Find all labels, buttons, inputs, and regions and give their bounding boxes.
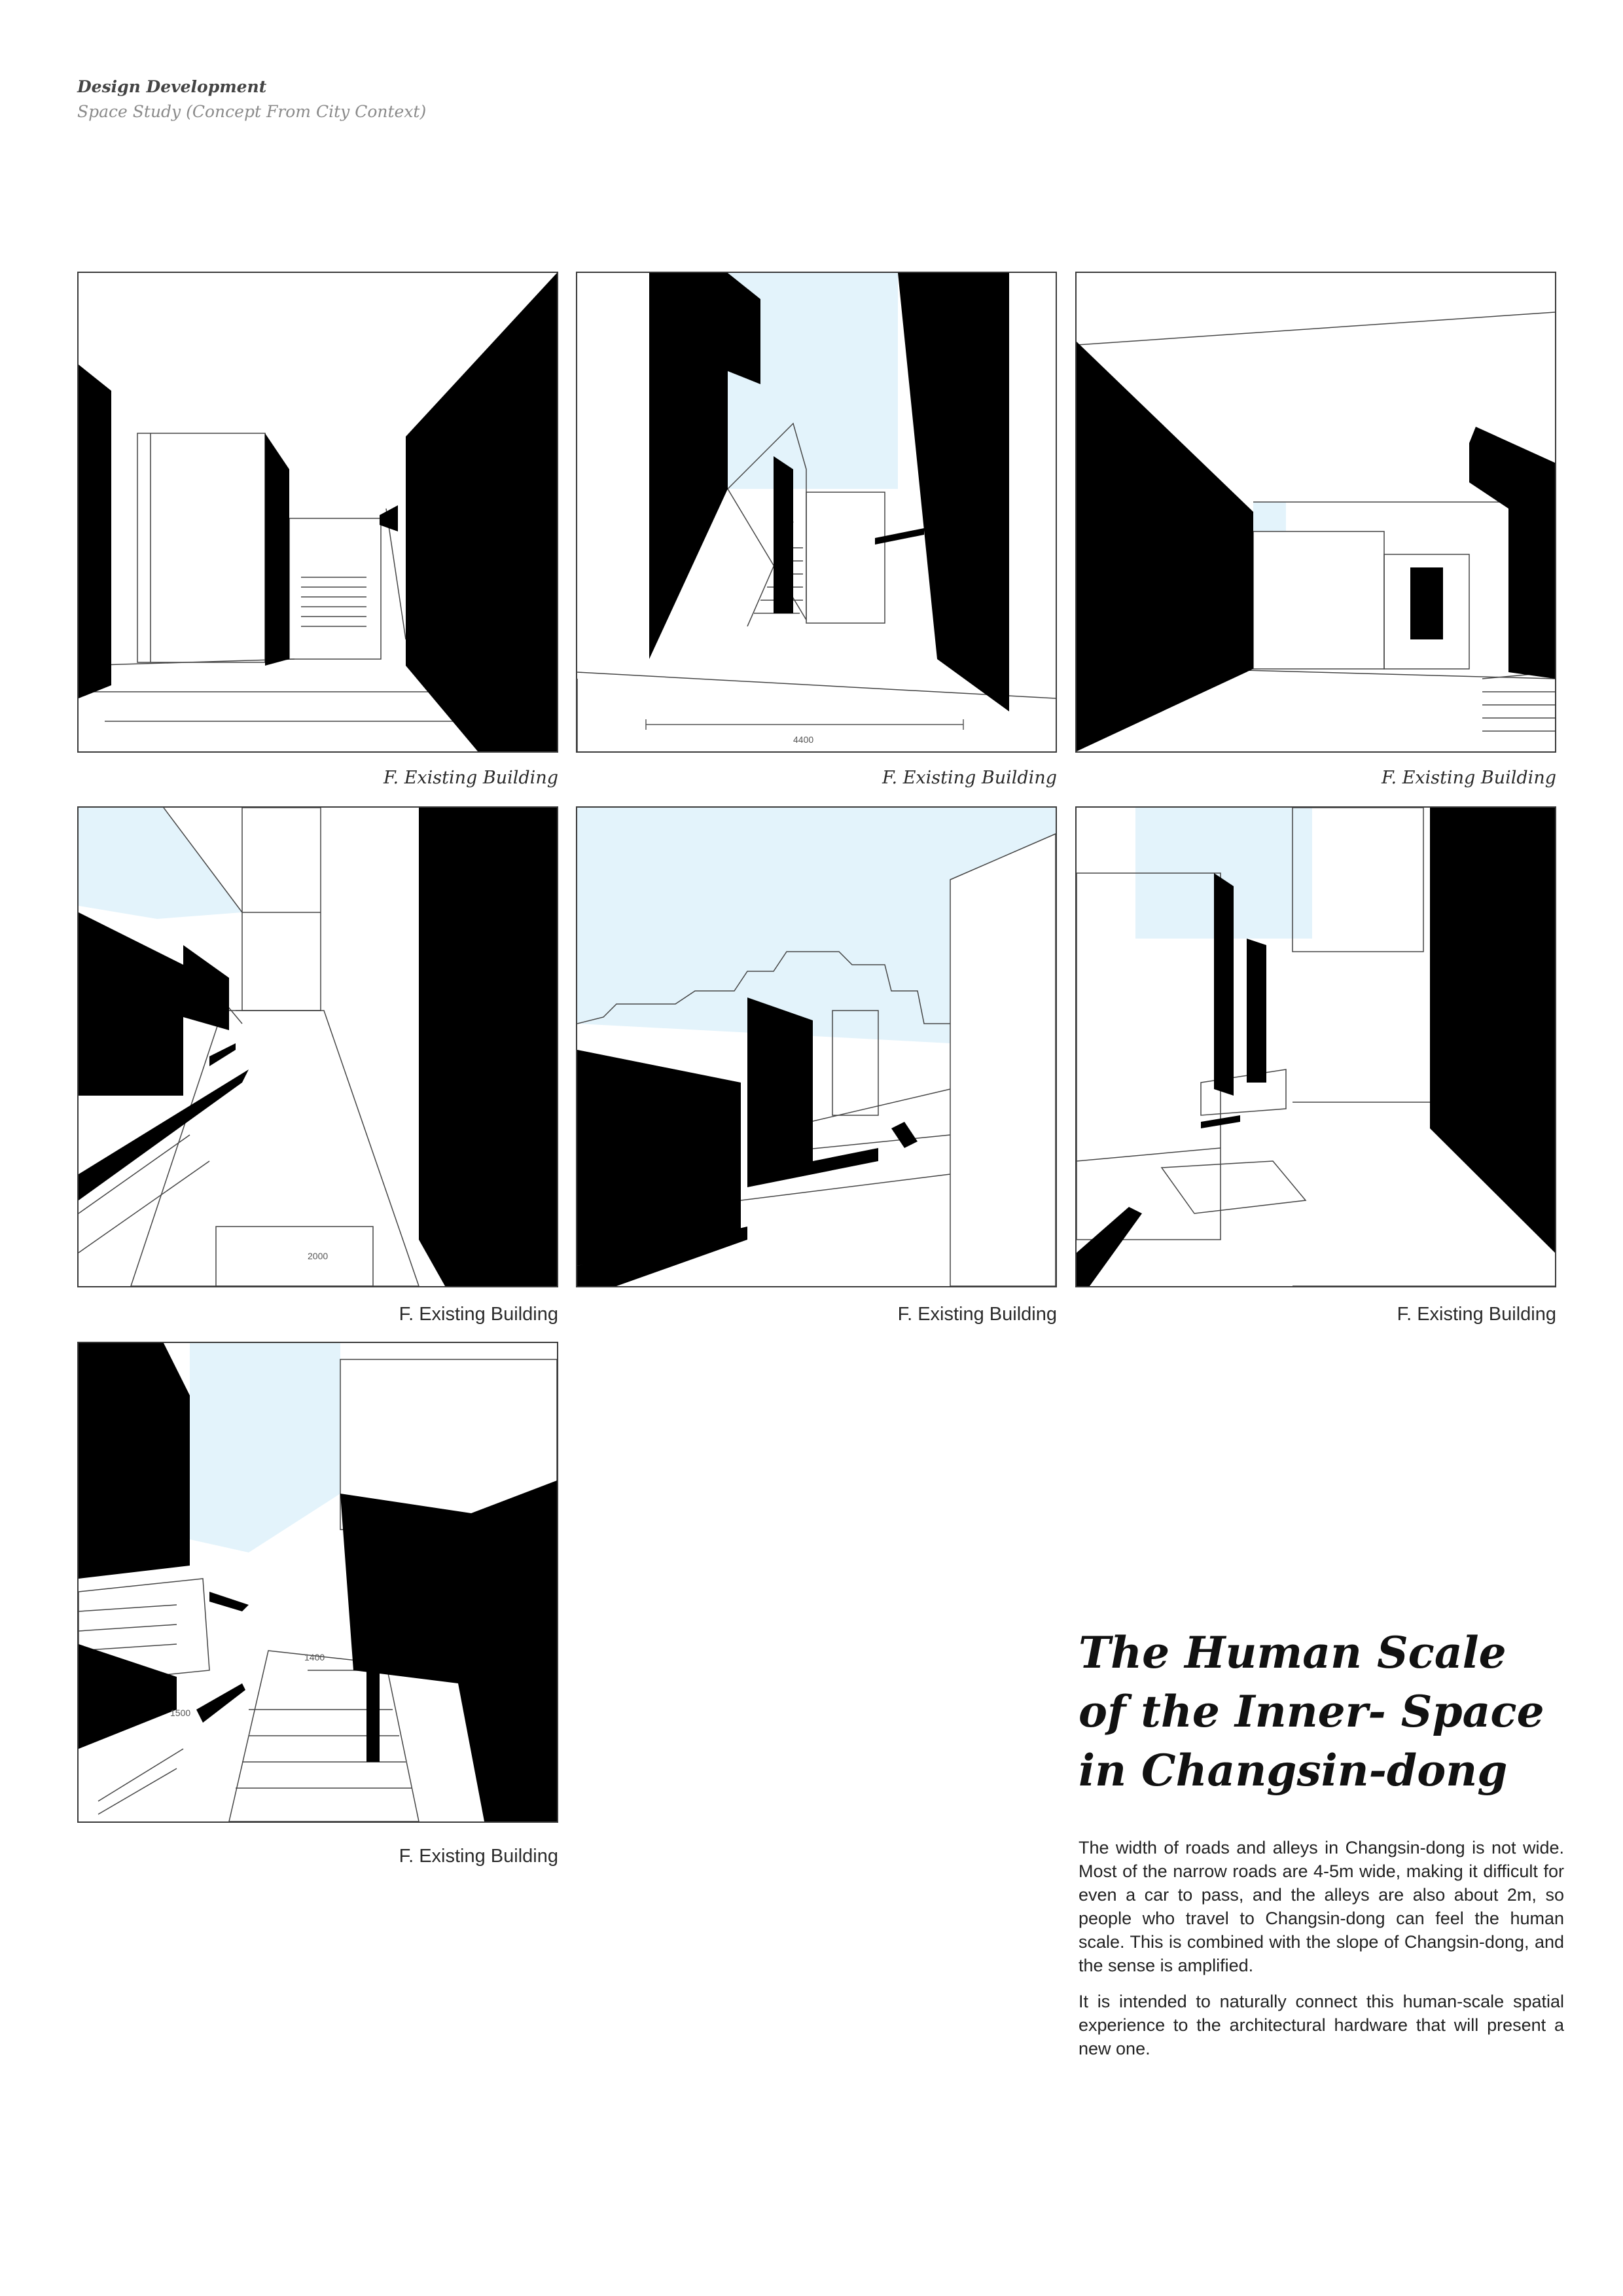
article-title xyxy=(1079,1623,1576,1800)
panel-caption-5: F. Existing Building xyxy=(897,1304,1057,1325)
perspective-drawing-2 xyxy=(577,273,1056,751)
perspective-drawing-4 xyxy=(79,808,557,1286)
article-paragraph-2: It is intended to naturally connect this human-scale spatial experience to the architectural hardware that will present a new one. xyxy=(1079,1992,1564,2058)
article-title-line-3: in Changsin-dong xyxy=(1079,1745,1508,1796)
perspective-drawing-7 xyxy=(79,1343,557,1821)
header-subtitle: Space Study (Concept From City Context) xyxy=(77,102,427,121)
panel-caption-1: F. Existing Building xyxy=(383,768,558,788)
perspective-panel-7 xyxy=(77,1342,558,1823)
panel-caption-4: F. Existing Building xyxy=(399,1304,558,1325)
panel-caption-6: F. Existing Building xyxy=(1397,1304,1556,1325)
dimension-label-4400: 4400 xyxy=(793,734,814,745)
perspective-drawing-5 xyxy=(577,808,1056,1286)
header-title: Design Development xyxy=(77,77,267,96)
dimension-label-1500: 1500 xyxy=(170,1708,191,1718)
perspective-drawing-6 xyxy=(1077,808,1555,1286)
perspective-panel-1 xyxy=(77,272,558,753)
dimension-label-2000: 2000 xyxy=(308,1251,329,1261)
panel-caption-2: F. Existing Building xyxy=(882,768,1057,788)
perspective-panel-4 xyxy=(77,806,558,1287)
perspective-panel-5 xyxy=(576,806,1057,1287)
perspective-panel-2 xyxy=(576,272,1057,753)
perspective-panel-6 xyxy=(1075,806,1556,1287)
perspective-drawing-1 xyxy=(79,273,557,751)
article-title-line-1: The Human Scale xyxy=(1079,1627,1507,1678)
dimension-label-1400: 1400 xyxy=(304,1652,325,1662)
article-title-line-2: of the Inner- Space xyxy=(1079,1686,1544,1737)
perspective-panel-3 xyxy=(1075,272,1556,753)
perspective-drawing-3 xyxy=(1077,273,1555,751)
panel-caption-7: F. Existing Building xyxy=(399,1846,558,1867)
article-paragraph-1: The width of roads and alleys in Changsin-dong is not wide. Most of the narrow roads are 4-5m wide, making it difficult for even a car to pass, and the alleys are also about 2m, so people who travel to Changsin-dong can feel the human scale. This is combined with the slope of Changsin-dong, and the sense is amplified. xyxy=(1079,1838,1564,1975)
panel-caption-3: F. Existing Building xyxy=(1382,768,1556,788)
